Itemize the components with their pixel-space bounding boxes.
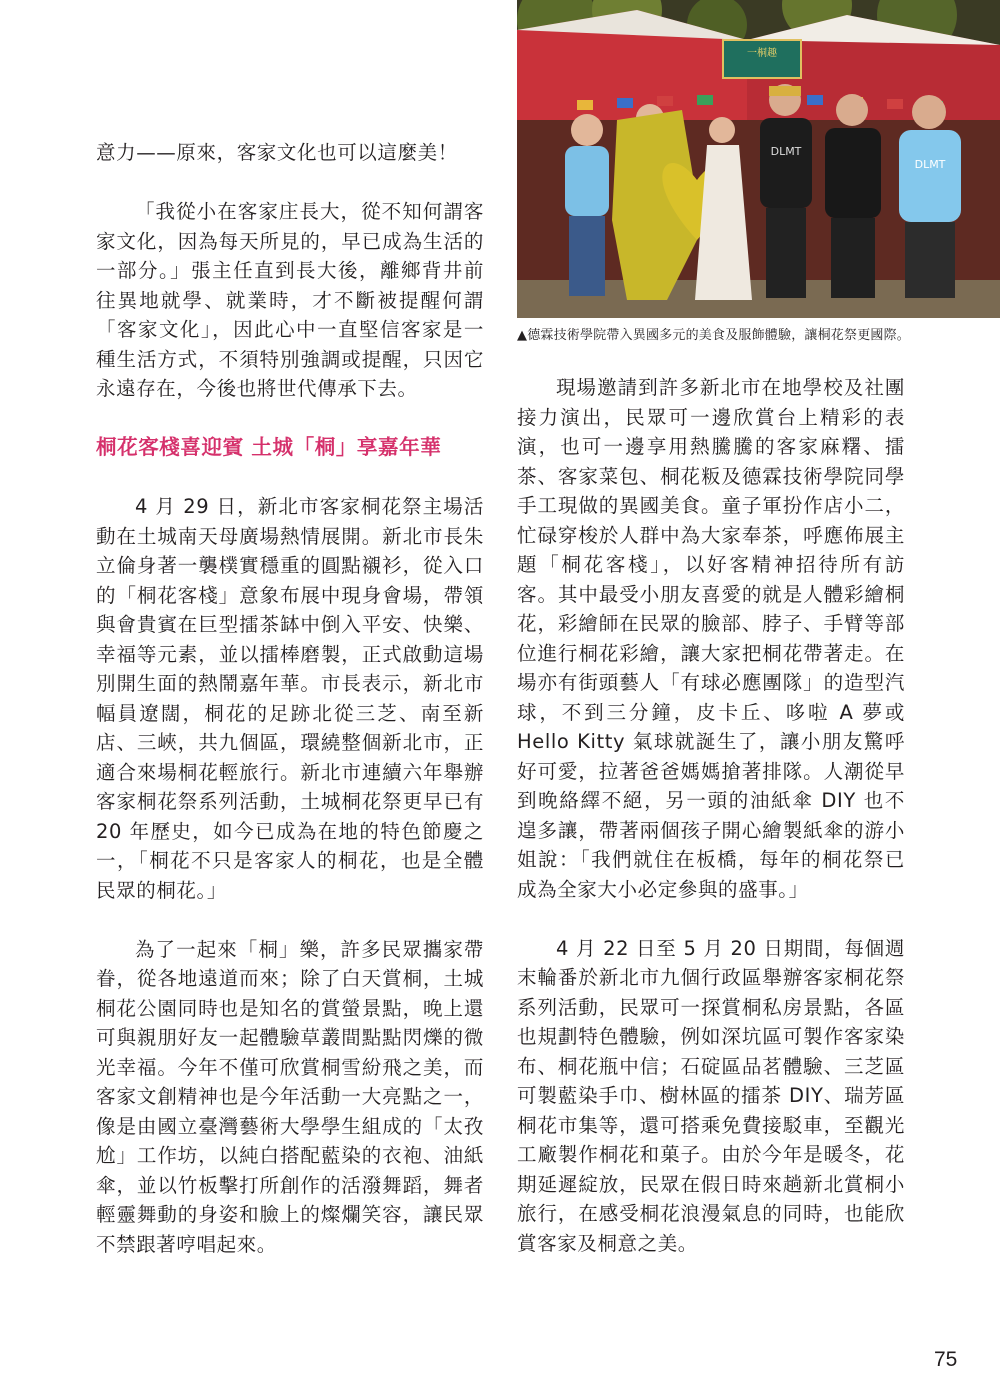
body-paragraph: 為了一起來「桐」樂，許多民眾攜家帶眷，從各地遠道而來；除了白天賞桐，土城桐花公園同時也是知名的賞螢景點，晚上還可與親朋好友一起體驗草叢間點點閃爍的微光幸福。今年不僅可欣賞桐雪紛飛之美，而客家文創精神也是今年活動一大亮點之一，像是由國立臺灣藝術大學學生組成的「太孜尬」工作坊，以純白搭配藍染的衣袍、油紙傘，並以竹板擊打所創作的活潑舞蹈，舞者輕靈舞動的身姿和臉上的燦爛笑容，讓民眾不禁跟著哼唱起來。 — [96, 937, 484, 1256]
body-paragraph: 意力——原來，客家文化也可以這麼美！ — [96, 141, 458, 164]
section-heading: 桐花客棧喜迎賓 土城「桐」享嘉年華 — [96, 435, 442, 459]
photo-caption: ▲德霖技術學院帶入異國多元的美食及服飾體驗，讓桐花祭更國際。 — [517, 328, 910, 343]
body-paragraph: 現場邀請到許多新北市在地學校及社團接力演出，民眾可一邊欣賞台上精彩的表演，也可一邊享用熱騰騰的客家麻糬、擂茶、客家菜包、桐花粄及德霖技術學院同學手工現做的異國美食。童子軍扮作店小二，忙碌穿梭於人群中為大家奉茶，呼應佈展主題「桐花客棧」，以好客精神招待所有訪客。其中最受小朋友喜愛的就是人體彩繪桐花，彩繪師在民眾的臉部、脖子、手臂等部位進行桐花彩繪，讓大家把桐花帶著走。在場亦有街頭藝人「有球必應團隊」的造型汽球，不到三分鐘，皮卡丘、哆啦 A 夢或 Hello Kitty 氣球就誕生了，讓小朋友驚呼好可愛，拉著爸爸媽媽搶著排隊。人潮從早到晚絡繹不絕，另一頭的油紙傘 DIY 也不遑多讓，帶著兩個孩子開心繪製紙傘的游小姐說：「我們就住在板橋，每年的桐花祭已成為全家大小必定參與的盛事。」 — [517, 376, 905, 901]
body-paragraph: 「我從小在客家庄長大，從不知何謂客家文化，因為每天所見的，早已成為生活的一部分。」張主任直到長大後，離鄉背井前往異地就學、就業時，才不斷被提醒何謂「客家文化」，因此心中一直堅信客家是一種生活方式，不須特別強調或提醒，只因它永遠存在，今後也將世代傳承下去。 — [96, 200, 484, 400]
event-photo — [517, 0, 1000, 318]
page-number: 75 — [934, 1348, 958, 1371]
body-paragraph: 4 月 29 日，新北市客家桐花祭主場活動在土城南天母廣場熱情展開。新北市長朱立倫身著一襲樸實穩重的圓點襯衫，從入口的「桐花客棧」意象布展中現身會場，帶領與會貴賓在巨型擂茶缽中倒入平安、快樂、幸福等元素，並以擂棒磨製，正式啟動這場別開生面的熱鬧嘉年華。市長表示，新北市幅員遼闊，桐花的足跡北從三芝、南至新店、三峽，共九個區，環繞整個新北市，正適合來場桐花輕旅行。新北市連續六年舉辦客家桐花祭系列活動，土城桐花祭更早已有 20 年歷史，如今已成為在地的特色節慶之一，「桐花不只是客家人的桐花，也是全體民眾的桐花。」 — [96, 495, 484, 902]
shirt-logo: DLMT — [914, 158, 946, 171]
body-paragraph: 4 月 22 日至 5 月 20 日期間，每個週末輪番於新北市九個行政區舉辦客家桐花祭系列活動，民眾可一探賞桐私房景點，各區也規劃特色體驗，例如深坑區可製作客家染布、桐花瓶中信；石碇區品茗體驗、三芝區可製藍染手巾、樹林區的擂茶 DIY、瑞芳區桐花市集等，還可搭乘免費接駁車，至觀光工廠製作桐花和菓子。由於今年是暖冬，花期延遲綻放，民眾在假日時來趟新北賞桐小旅行，在感受桐花浪漫氣息的同時，也能欣賞客家及桐意之美。 — [517, 936, 905, 1255]
banner-text: 一桐趣 — [747, 48, 777, 59]
left-column — [96, 138, 484, 1259]
right-column — [517, 373, 905, 1258]
shirt-logo: DLMT — [770, 145, 802, 158]
